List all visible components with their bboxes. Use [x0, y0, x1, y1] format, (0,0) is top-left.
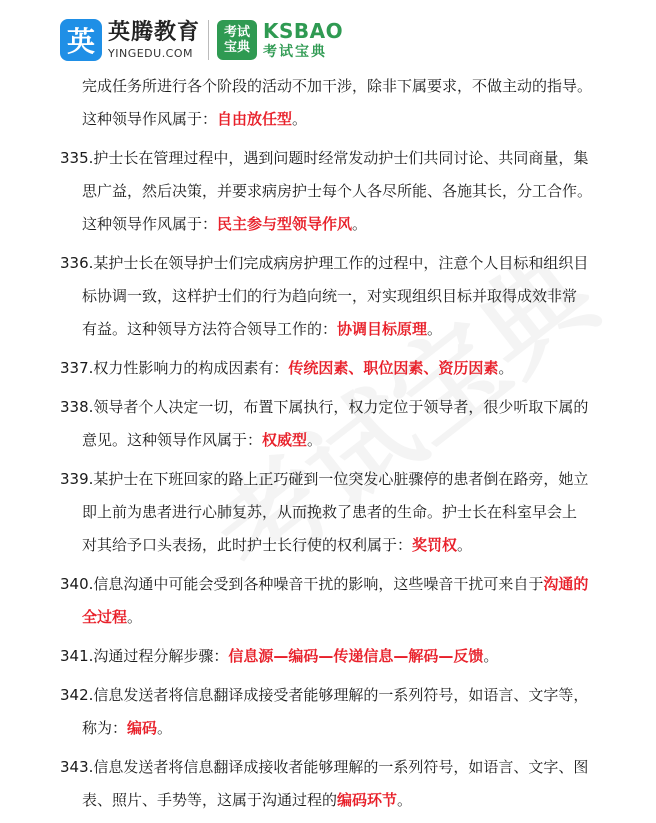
- question-line: [60, 424, 620, 457]
- answer-highlight: 奖罚权: [412, 536, 458, 554]
- question-text-tail: 。: [483, 647, 499, 665]
- question-line: [60, 103, 620, 136]
- question-line: [60, 529, 620, 562]
- question-text: 343.信息发送者将信息翻译成接收者能够理解的一系列符号，如语言、文字、图: [60, 758, 589, 776]
- question-item: [60, 463, 620, 562]
- question-text-tail: 。: [427, 320, 443, 338]
- question-text: 意见。这种领导作风属于：: [82, 431, 263, 449]
- question-text: 称为：: [82, 719, 128, 737]
- question-text: 完成任务所进行各个阶段的活动不加干涉，除非下属要求，不做主动的指导。: [82, 77, 593, 95]
- question-item: [60, 352, 620, 385]
- question-item: [60, 142, 620, 241]
- question-line: [60, 784, 620, 817]
- question-item: [60, 391, 620, 457]
- answer-highlight: 信息源—编码—传递信息—解码—反馈: [228, 647, 484, 665]
- question-text: 标协调一致，这样护士们的行为趋向统一，对实现组织目标并取得成效非常: [82, 287, 578, 305]
- question-line: [60, 313, 620, 346]
- question-text-tail: 。: [397, 791, 413, 809]
- yingedu-name-cn: 英腾教育: [108, 19, 201, 45]
- logo-divider: [208, 20, 209, 60]
- question-text: 这种领导作风属于：: [82, 215, 218, 233]
- question-list: [60, 70, 620, 823]
- question-line: [60, 568, 620, 601]
- question-item: [60, 679, 620, 745]
- ksbao-name-cn: 考试宝典: [263, 44, 328, 60]
- question-item: [60, 247, 620, 346]
- question-text-tail: 。: [352, 215, 368, 233]
- answer-highlight: 编码环节: [337, 791, 398, 809]
- question-text: 336.某护士长在领导护士们完成病房护理工作的过程中，注意个人目标和组织目: [60, 254, 589, 272]
- question-text: 338.领导者个人决定一切，布置下属执行，权力定位于领导者，很少听取下属的: [60, 398, 589, 416]
- answer-highlight: 权威型: [262, 431, 308, 449]
- yingedu-wordmark: [108, 19, 201, 60]
- question-text-tail: 。: [292, 110, 308, 128]
- question-text-tail: 。: [157, 719, 173, 737]
- question-line: [60, 247, 620, 280]
- question-line: [60, 751, 620, 784]
- answer-highlight: 民主参与型领导作风: [217, 215, 353, 233]
- question-text: 341.沟通过程分解步骤：: [60, 647, 229, 665]
- question-line: [60, 601, 620, 634]
- ksbao-badge-icon: 考试宝典: [217, 20, 257, 60]
- question-text-tail: 。: [307, 431, 323, 449]
- question-item: [60, 751, 620, 817]
- header-logos: [60, 12, 343, 68]
- question-line: [60, 142, 620, 175]
- question-text: 342.信息发送者将信息翻译成接受者能够理解的一系列符号，如语言、文字等，: [60, 686, 589, 704]
- question-text: 339.某护士在下班回家的路上正巧碰到一位突发心脏骤停的患者倒在路旁，她立: [60, 470, 589, 488]
- question-item: [60, 70, 620, 136]
- question-text-tail: 。: [457, 536, 473, 554]
- question-text: 这种领导作风属于：: [82, 110, 218, 128]
- question-line: [60, 679, 620, 712]
- yingedu-badge-icon: 英: [60, 19, 102, 61]
- yingedu-domain: YINGEDU.COM: [108, 46, 194, 60]
- question-line: [60, 352, 620, 385]
- question-line: [60, 70, 620, 103]
- question-line: [60, 208, 620, 241]
- question-text: 335.护士长在管理过程中，遇到问题时经常发动护士们共同讨论、共同商量，集: [60, 149, 589, 167]
- question-text: 340.信息沟通中可能会受到各种噪音干扰的影响，这些噪音干扰可来自于: [60, 575, 544, 593]
- yingedu-logo: [60, 19, 200, 61]
- answer-highlight: 全过程: [82, 608, 128, 626]
- answer-highlight: 自由放任型: [217, 110, 293, 128]
- question-text: 表、照片、手势等，这属于沟通过程的: [82, 791, 338, 809]
- question-line: [60, 496, 620, 529]
- question-text: 有益。这种领导方法符合领导工作的：: [82, 320, 338, 338]
- ksbao-name-en: KSBAO: [263, 19, 344, 43]
- question-text: 对其给予口头表扬，此时护士长行使的权利属于：: [82, 536, 413, 554]
- question-text: 337.权力性影响力的构成因素有：: [60, 359, 289, 377]
- answer-highlight: 沟通的: [543, 575, 589, 593]
- answer-highlight: 协调目标原理: [337, 320, 428, 338]
- ksbao-wordmark: [263, 21, 343, 59]
- question-text-tail: 。: [498, 359, 514, 377]
- question-line: [60, 280, 620, 313]
- question-line: [60, 463, 620, 496]
- question-item: [60, 568, 620, 634]
- question-text-tail: 。: [127, 608, 143, 626]
- answer-highlight: 编码: [127, 719, 158, 737]
- answer-highlight: 传统因素、职位因素、资历因素: [288, 359, 499, 377]
- question-line: [60, 640, 620, 673]
- question-line: [60, 175, 620, 208]
- question-item: [60, 640, 620, 673]
- question-line: [60, 391, 620, 424]
- question-line: [60, 712, 620, 745]
- question-text: 即上前为患者进行心肺复苏，从而挽救了患者的生命。护士长在科室早会上: [82, 503, 578, 521]
- ksbao-logo: [217, 20, 343, 60]
- question-text: 思广益，然后决策，并要求病房护士每个人各尽所能、各施其长，分工合作。: [82, 182, 593, 200]
